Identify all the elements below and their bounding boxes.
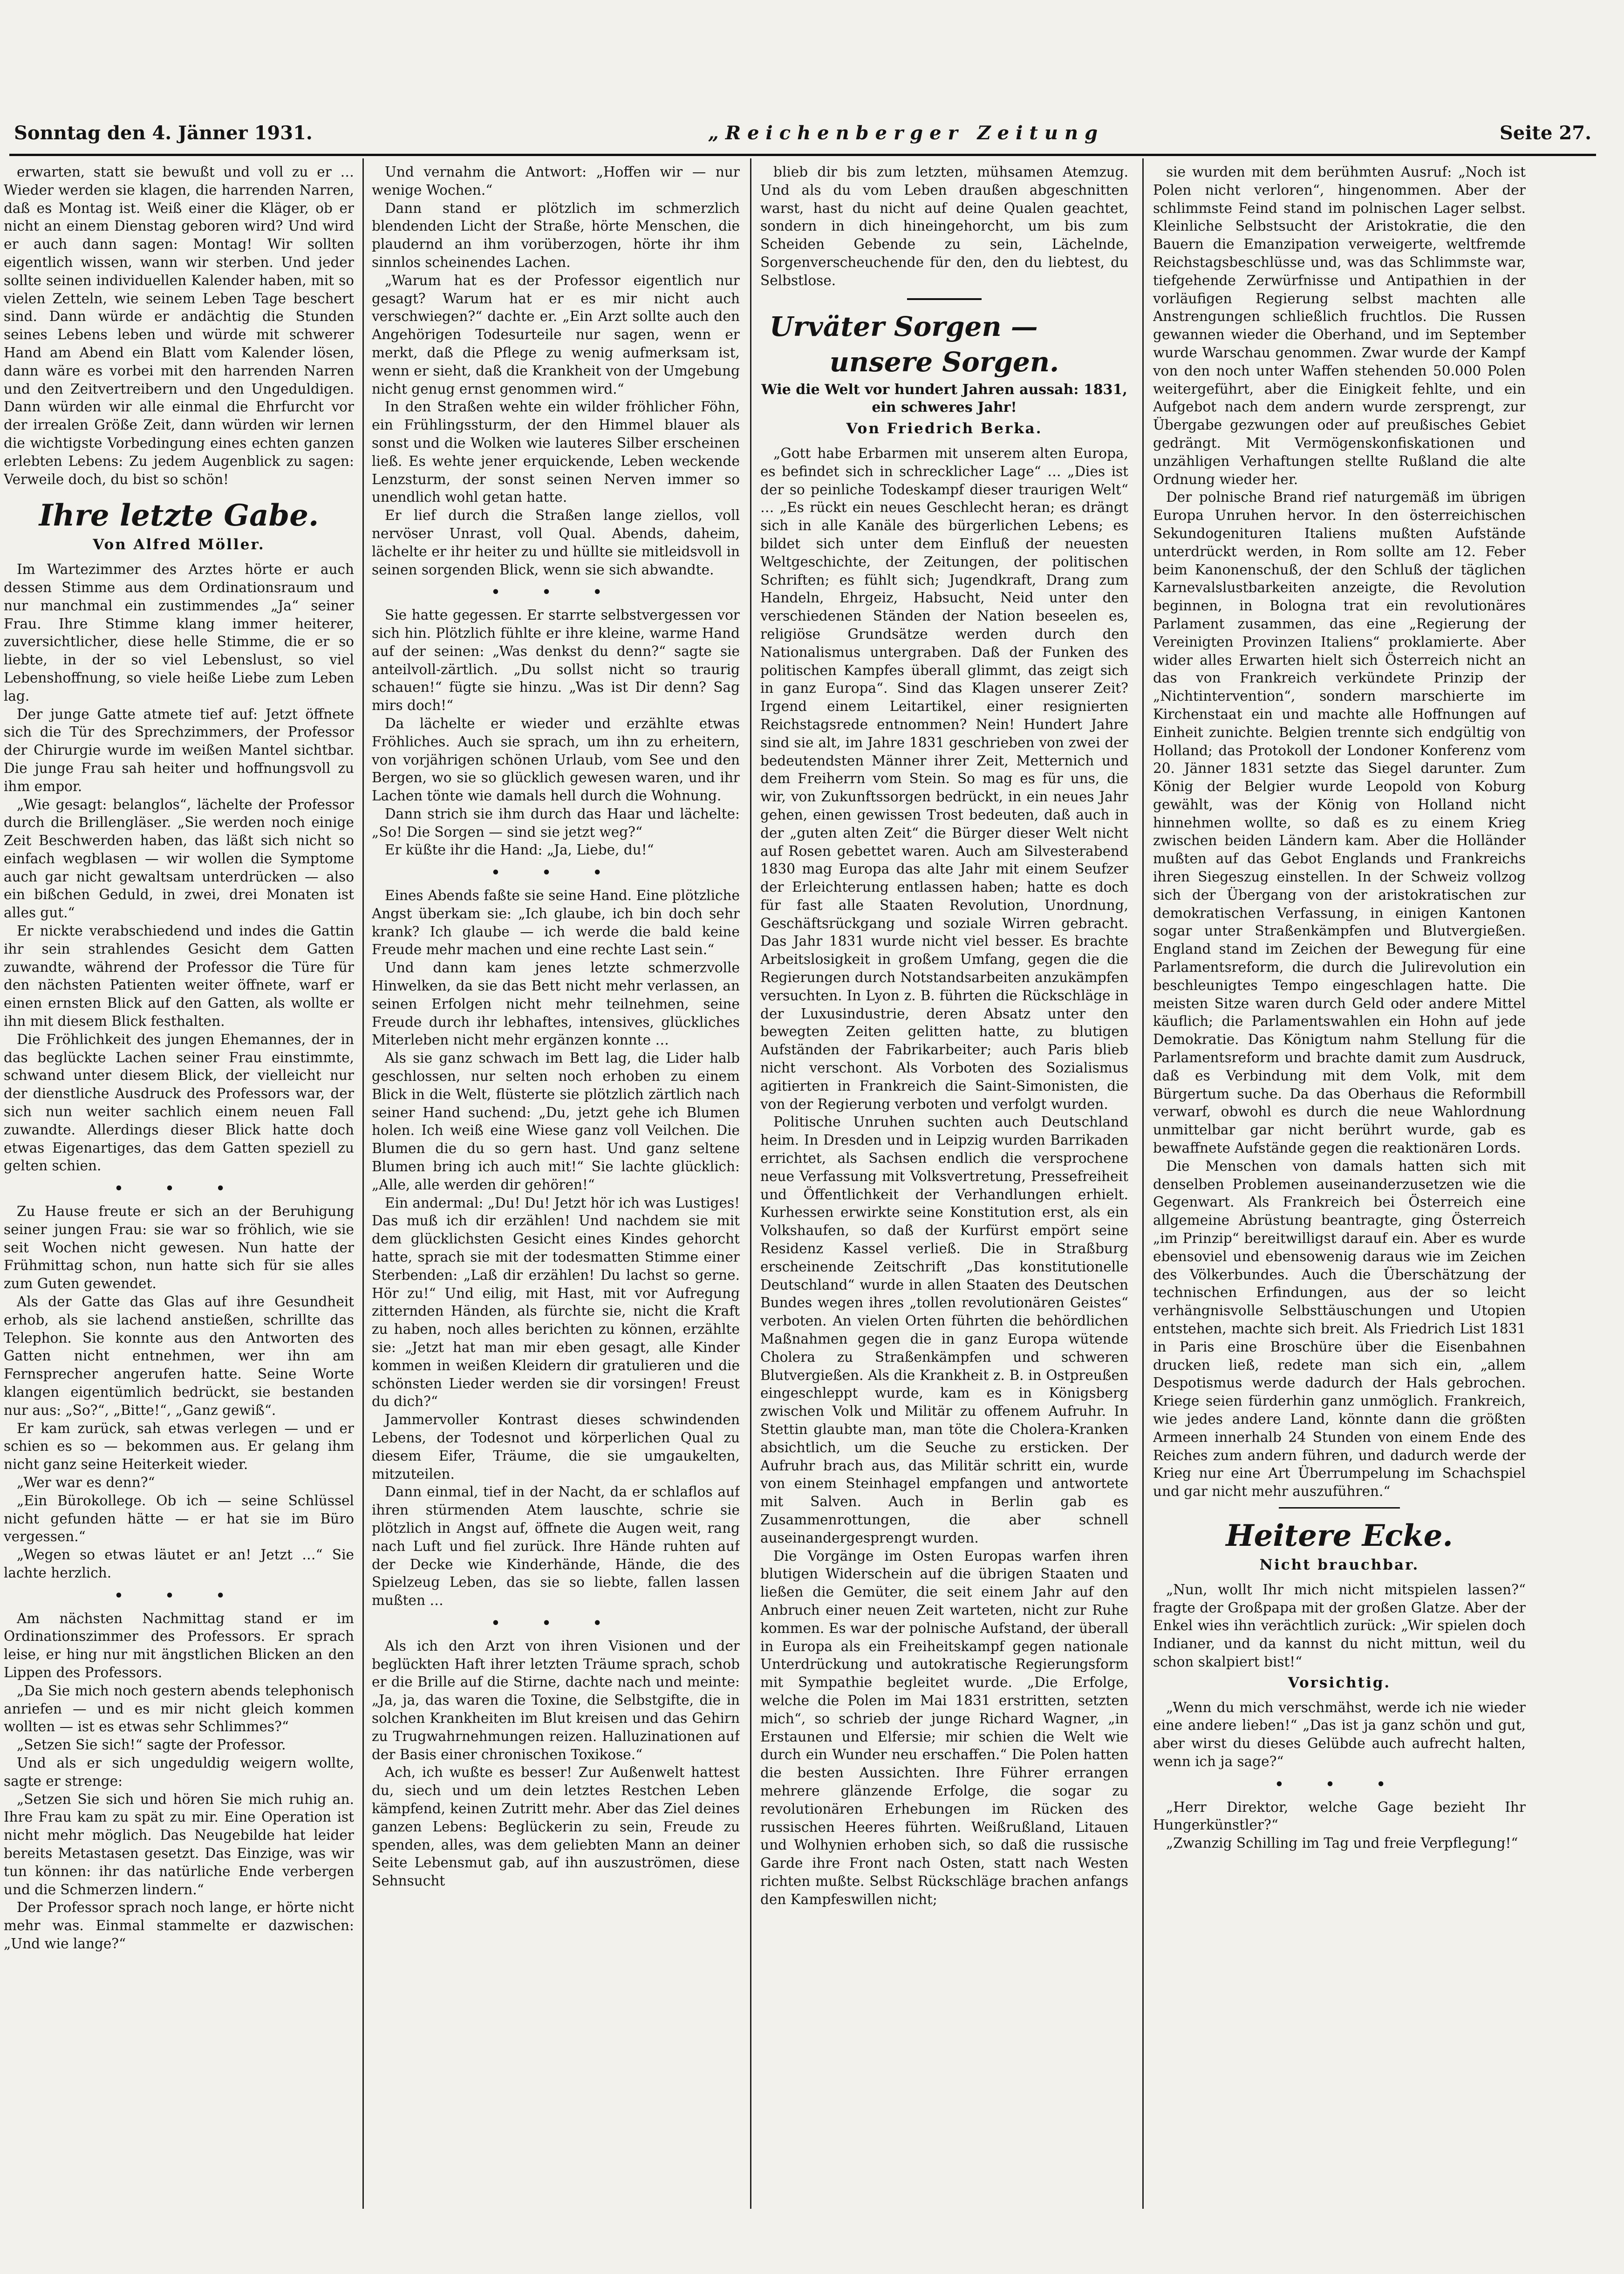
header-rule	[9, 154, 1596, 156]
section-rule	[907, 298, 982, 300]
paragraph: blieb dir bis zum letzten, mühsamen Atemzug. Und als du vom Leben draußen abgeschnitten warst, hast du nicht auf deine Qualen geachtet, sondern in dich hineingehorcht, um bis zum Scheiden Gebende zu sein, Lächelnde, Sorgenverscheuchende für den, den du liebtest, du Selbstlose.	[760, 164, 1128, 288]
column-4	[1153, 163, 1526, 2204]
paragraph: Politische Unruhen suchten auch Deutschland heim. In Dresden und in Leipzig wurden Barrikaden errichtet, als Sachsen endlich die versprochene neue Verfassung mit Volksvertretung, Pressefreiheit und Öffentlichkeit der Verhandlungen erhielt. Kurhessen erwirkte seine Konstitution erst, als ein Volkshaufen, so daß der Kurfürst empört seine Residenz Kassel verließ. Die in Straßburg erscheinende Zeitschrift „Das konstitutionelle Deutschland“ wurde in allen Staaten des Deutschen Bundes wegen ihres „tollen revolutionären Geistes“ verboten. An vielen Orten führten die behördlichen Maßnahmen gegen die in ganz Europa wütende Cholera zu Straßenkämpfen und schweren Blutvergießen. Als die Krankheit z. B. in Ostpreußen eingeschleppt wurde, kam es in Königsberg zwischen Volk und Militär zu offenem Aufruhr. In Stettin glaubte man, man töte die Cholera-Kranken absichtlich, um die Seuche zu ersticken. Der Aufruhr brach aus, das Militär schritt ein, wurde von einem Steinhagel empfangen und antwortete mit Salven. Auch in Berlin gab es Zusammenrottungen, die aber schnell auseinandergesprengt wurden.	[760, 1114, 1128, 1546]
paragraph: Dann stand er plötzlich im schmerzlich blendenden Licht der Straße, hörte Menschen, die plaudernd an ihm vorüberzogen, hörte ihr ihm sinnlos scheinendes Lachen.	[372, 200, 740, 270]
paragraph: Dann strich sie ihm durch das Haar und lächelte: „So! Die Sorgen — sind sie jetzt weg?“	[372, 806, 740, 840]
paragraph: Die Vorgänge im Osten Europas warfen ihren blutigen Widerschein auf die übrigen Staaten und ließen die Gemüter, die seit einem Jahr auf den Anbruch einer neuen Zeit warteten, nicht zur Ruhe kommen. Es war der polnische Aufstand, der überall in Europa als ein Freiheitskampf gegen nationale Unterdrückung und autokratische Regierungsform mit Sympathie begleitet wurde. „Die Erfolge, welche die Polen im Mai 1831 erstritten, setzten mich“, so schrieb der junge Richard Wagner, „in Erstaunen und Elfersie; mir schien die Welt wie durch ein Wunder neu erschaffen.“ Die Polen hatten die besten Aussichten. Ihre Führer errangen mehrere glänzende Erfolge, die sogar zu revolutionären Erhebungen im Rücken des russischen Heeres führten. Weißrußland, Litauen und Wolhynien erhoben sich, so daß die russische Garde ihre Front nach Osten, statt nach Westen richten mußte. Selbst Rückschläge brachen anfangs den Kampfeswillen nicht;	[760, 1548, 1128, 1907]
section-dots: • • •	[114, 1180, 244, 1197]
column-2	[372, 163, 740, 2204]
paragraph: Und dann kam jenes letzte schmerzvolle Hinwelken, da sie das Bett nicht mehr verlassen, an seinen Erfolgen nicht mehr teilnehmen, seine Freude durch ihr lebhaftes, intensives, glückliches Miterleben nicht mehr ergänzen konnte …	[372, 960, 740, 1048]
section-dots: • • •	[491, 864, 621, 881]
page-header	[14, 114, 1591, 151]
paragraph: „Herr Direktor, welche Gage bezieht Ihr Hungerkünstler?“	[1153, 1799, 1526, 1833]
paragraph: Der polnische Brand rief naturgemäß im übrigen Europa Unruhen hervor. In den österreichischen Sekundogenituren Italiens mußten Aufstände unterdrückt werden, in Rom sollte am 12. Feber beim Kanonenschuß, der den Schluß der täglichen Karnevalslustbarkeiten anzeigte, die Revolution beginnen, in Bologna trat ein revolutionäres Parlament zusammen, das eine „Regierung der Vereinigten Provinzen Italiens“ proklamierte. Aber wider alles Erwarten hielt sich Österreich nicht an das von Frankreich verkündete Prinzip der „Nichtintervention“, sondern marschierte im Kirchenstaat ein und machte alle Hoffnungen auf Einheit zunichte. Belgien trennte sich endgültig von Holland; das Protokoll der Londoner Konferenz vom 20. Jänner 1831 setzte das Siegel darunter. Zum König der Belgier wurde Leopold von Koburg gewählt, was der König von Holland nicht hinnehmen wollte, so daß es zu einem Krieg zwischen beiden Ländern kam. Aber die Holländer mußten auf das Gebot Englands und Frankreichs ihren Siegeszug einstellen. In der Schweiz vollzog sich der Übergang von der aristokratischen zur demokratischen Verfassung, in einigen Kantonen sogar unter Straßenkämpfen und Blutvergießen. England stand im Zeichen der Bewegung für eine Parlamentsreform, die durch die Julirevolution ein beschleunigtes Tempo eingeschlagen hatte. Die meisten Sitze waren durch Geld oder andere Mittel käuflich; die Parlamentswahlen ein Hohn auf jede Demokratie. Das Königtum nahm Stellung für die Parlamentsreform und brachte damit zum Ausdruck, daß es Verbindung mit dem Volk, mit dem Bürgertum suche. Da das Oberhaus die Reformbill verwarf, obwohl es durch die neue Wahlordnung unmittelbar gar nicht berührt wurde, gab es bewaffnete Aufstände gegen die reaktionären Lords.	[1153, 489, 1526, 1156]
paragraph: Als der Gatte das Glas auf ihre Gesundheit erhob, als sie lachend anstießen, schrillte das Telephon. Sie konnte aus den Antworten des Gatten nicht entnehmen, wer ihn am Fernsprecher angerufen hatte. Seine Worte klangen eigentümlich bedrückt, sie bestanden nur aus: „So?“, „Bitte!“, „Ganz gewiß“.	[4, 1294, 354, 1418]
column-3	[760, 163, 1128, 2204]
paragraph: Da lächelte er wieder und erzählte etwas Fröhliches. Auch sie sprach, um ihn zu erheitern, von vorjährigen schönen Urlaub, vom See und den Bergen, wo sie so glücklich gewesen waren, und ihr Lachen tönte wie damals hell durch die Wohnung.	[372, 715, 740, 804]
article-subtitle: Wie die Welt vor hundert Jahren aussah: 1831, ein schweres Jahr!	[761, 381, 1127, 416]
story-title: Ihre letzte Gabe.	[39, 498, 319, 533]
paragraph: Ein andermal: „Du! Du! Jetzt hör ich was Lustiges! Das muß ich dir erzählen! Und nachdem sie mit dem glücklichsten Gesicht eines Kindes gehorcht hatte, sprach sie mit der todesmatten Stimme einer Sterbenden: „Laß dir erzählen! Du lachst so gerne. Hör zu!“ Und eilig, mit Hast, mit vor Aufregung zitternden Händen, als fürchte sie, nicht die Kraft zu haben, noch alles berichten zu können, erzählte sie: „Jetzt hat man mir eben gesagt, alle Kinder kommen in weißen Kleidern dir gratulieren und die schönsten Lieder werden sie dir vorsingen! Freust du dich?“	[372, 1195, 740, 1410]
paragraph: Als sie ganz schwach im Bett lag, die Lider halb geschlossen, nur selten noch erhoben zu einem Blick in die Welt, flüsterte sie plötzlich zärtlich nach seiner Hand suchend: „Du, jetzt gehe ich Blumen holen. Ich weiß eine Wiese ganz voll Veilchen. Die Blumen die du so gern hast. Und ganz seltene Blumen bring ich auch mit!“ Sie lachte glücklich: „Alle, alle werden dir gehören!“	[372, 1050, 740, 1193]
paragraph: „Warum hat es der Professor eigentlich nur gesagt? Warum hat er es mir nicht auch verschwiegen?“ dachte er. „Ein Arzt sollte auch den Angehörigen Todesurteile nur sagen, wenn er merkt, daß die Pflege zu wenig aufmerksam ist, wenn er sieht, daß die Krankheit von der Umgebung nicht genug ernst genommen wird.“	[372, 272, 740, 397]
paragraph: „Wer war es denn?“	[17, 1474, 155, 1490]
paragraph: Der junge Gatte atmete tief auf: Jetzt öffnete sich die Tür des Sprechzimmers, der Professor der Chirurgie wurde im weißen Mantel sichtbar. Die junge Frau sah heiter und hoffnungsvoll zu ihm empor.	[4, 706, 354, 794]
paragraph: sie wurden mit dem berühmten Ausruf: „Noch ist Polen nicht verloren“, hingenommen. Aber der schlimmste Feind stand im polnischen Lager selbst. Kleinliche Selbstsucht der Aristokratie, die den Bauern die Emanzipation verweigerte, weltfremde Reichstagsbeschlüsse und, was das Schlimmste war, tiefgehende Zerwürfnisse und Antipathien in der vorläufigen Regierung selbst machten alle Anstrengungen schließlich fruchtlos. Die Russen gewannen wieder die Oberhand, und im September wurde Warschau genommen. Zwar wurde der Kampf von den noch unter Waffen stehenden 50.000 Polen weitergeführt, aber die Einigkeit fehlte, und ein Aufgebot nach dem andern wurde zersprengt, zur Übergabe gezwungen oder auf preußisches Gebiet gedrängt. Mit Vermögenskonfiskationen und unzähligen Verhaftungen stellte Rußland die alte Ordnung wieder her.	[1153, 164, 1526, 487]
paragraph: „Wegen so etwas läutet er an! Jetzt …“ Sie lachte herzlich.	[4, 1547, 354, 1581]
paragraph: Im Wartezimmer des Arztes hörte er auch dessen Stimme aus dem Ordinationsraum und nur manchmal ein zustimmendes „Ja“ seiner Frau. Ihre Stimme klang immer heiterer, zuversichtlicher, diese helle Stimme, die er so liebte, in der so viel Lebenslust, so viel Lebenshoffnung, so viele heiße Liebe zum Leben lag.	[4, 561, 354, 704]
newspaper-title: „Reichenberger Zeitung	[708, 122, 1105, 144]
story-byline: Von Alfred Möller.	[93, 536, 265, 553]
paragraph: Am nächsten Nachmittag stand er im Ordinationszimmer des Professors. Er sprach leise, er hing nur mit ängstlichen Blicken an den Lippen des Professors.	[4, 1610, 354, 1680]
column-divider	[362, 158, 364, 2209]
paragraph: Jammervoller Kontrast dieses schwindenden Lebens, der Todesnot und körperlichen Qual zu diesem Eifer, Träume, die sie umgaukelten, mitzuteilen.	[372, 1412, 740, 1482]
paragraph: Die Fröhlichkeit des jungen Ehemannes, der in das beglückte Lachen seiner Frau einstimmte, schwand unter diesem Blick, der vielleicht nur der dienstliche Ausdruck des Professors war, der sich nun weiter sachlich einem neuen Fall zuwandte. Allerdings dieser Blick hatte doch etwas Eigenartiges, das dem Gatten speziell zu gelten schien.	[4, 1031, 354, 1174]
paragraph: „Setzen Sie sich und hören Sie mich ruhig an. Ihre Frau kam zu spät zu mir. Eine Operation ist nicht mehr möglich. Das Neugebilde hat leider bereits Metastasen gesetzt. Das Einzige, was wir tun können: ihr das natürliche Ende verbergen und die Schmerzen lindern.“	[4, 1791, 354, 1898]
column-divider	[750, 158, 751, 2209]
header-date: Sonntag den 4. Jänner 1931.	[14, 122, 313, 144]
paragraph: erwarten, statt sie bewußt und voll zu er … Wieder werden sie klagen, die harrenden Narren, daß es Montag ist. Weiß einer die Kläger, ob er nicht an einem Dienstag geboren wird? Und wird er auch dann sagen: Montag! Wir sollten eigentlich wissen, wann wir sterben. Und jeder sollte seinen individuellen Kalender haben, mit so vielen Zetteln, wie seinem Leben Tage beschert sind. Dann würde er andächtig die Stunden seines Lebens leben und würde mit schwerer Hand am Abend ein Blatt vom Kalender lösen, dann wäre es vorbei mit den harrenden Narren und den Zeitvertreibern und den Ungeduldigen. Dann würden wir alle einmal die Ehrfurcht vor der irrealen Größe Zeit, dann würden wir lernen die wichtigste Vorbedingung eines echten ganzen erlebten Lebens: Zu jedem Augenblick zu sagen: Verweile doch, du bist so schön!	[4, 164, 354, 487]
joke-title: Nicht brauchbar.	[1259, 1556, 1419, 1573]
paragraph: Eines Abends faßte sie seine Hand. Eine plötzliche Angst überkam sie: „Ich glaube, ich bin doch sehr krank? Ich glaube — ich werde die bald keine Freude mehr machen und eine rechte Last sein.“	[372, 888, 740, 958]
section-rule	[1279, 1507, 1400, 1509]
paragraph: Er nickte verabschiedend und indes die Gattin ihr sein strahlendes Gesicht dem Gatten zuwandte, während der Professor die Türe für den nächsten Patienten weiter öffnete, warf er einen ernsten Blick auf den Gatten, als wollte er ihn mit diesem Blick festhalten.	[4, 923, 354, 1030]
paragraph: Dann einmal, tief in der Nacht, da er schlaflos auf ihren stürmenden Atem lauschte, schrie sie plötzlich in Angst auf, öffnete die Augen weit, rang nach Luft und fiel zurück. Ihre Hände ruhten auf der Decke wie Kinderhände, Hände, die des Spielzeug Leben, das sie so liebte, fallen lassen mußten …	[372, 1484, 740, 1609]
paragraph: „Nun, wollt Ihr mich nicht mitspielen lassen?“ fragte der Großpapa mit der großen Glatze. Aber der Enkel wies ihn verächtlich zurück: „Wir spielen doch Indianer, und da kannst du nicht mittun, weil du schon skalpiert bist!“	[1153, 1581, 1526, 1670]
paragraph: Ach, ich wußte es besser! Zur Außenwelt hattest du, siech und um dein letztes Restchen Leben kämpfend, keinen Zutritt mehr. Aber das Ziel deines ganzen Lebens: Beglückerin zu sein, Freude zu spenden, alles, was dem geliebten Mann an deiner Seite Lebensmut gab, auf ihn auszuströmen, diese Sehnsucht	[372, 1764, 740, 1889]
paragraph: Der Professor sprach noch lange, er hörte nicht mehr was. Einmal stammelte er dazwischen: „Und wie lange?“	[4, 1899, 354, 1952]
paragraph: Als ich den Arzt von ihren Visionen und der beglückten Haft ihrer letzten Träume sprach, schob er die Brille auf die Stirne, dachte nach und meinte: „Ja, ja, das waren die Toxine, die Selbstgifte, die in solchen Krankheiten im Blut kreisen und das Gehirn zu Trugwahrnehmungen reizen. Halluzinationen auf der Basis einer chronischen Toxikose.“	[372, 1638, 740, 1762]
section-dots: • • •	[491, 584, 621, 601]
section-dots: • • •	[1275, 1775, 1404, 1792]
paragraph: Er küßte ihr die Hand: „Ja, Liebe, du!“	[385, 842, 654, 858]
joke-title: Vorsichtig.	[1288, 1674, 1391, 1691]
paragraph: Sie hatte gegessen. Er starrte selbstvergessen vor sich hin. Plötzlich fühlte er ihre kleine, warme Hand auf der seinen: „Was denkst du denn?“ sagte sie anteilvoll-zärtlich. „Du sollst nicht so traurig schauen!“ fügte sie hinzu. „Was ist Dir denn? Sag mirs doch!“	[372, 607, 740, 714]
paragraph: „Da Sie mich noch gestern abends telephonisch anriefen — und es mir nicht gleich kommen wollten — ist es etwas sehr Schlimmes?“	[4, 1682, 354, 1735]
article-title-line-2: unsere Sorgen.	[829, 346, 1059, 378]
paragraph: „Wie gesagt: belanglos“, lächelte der Professor durch die Brillengläser. „Sie werden noch einige Zeit Beschwerden haben, das läßt sich nicht so einfach wegblasen — wir wollen die Symptome auch gar nicht gewaltsam unterdrücken — also ein bißchen Geduld, in zwei, drei Monaten ist alles gut.“	[4, 796, 354, 921]
article-byline: Von Friedrich Berka.	[846, 420, 1043, 437]
paragraph: „Zwanzig Schilling im Tag und freie Verpflegung!“	[1166, 1835, 1518, 1851]
paragraph: „Setzen Sie sich!“ sagte der Professor.	[17, 1737, 286, 1753]
article-title-line-1: Urväter Sorgen —	[770, 310, 1038, 342]
paragraph: „Gott habe Erbarmen mit unserem alten Europa, es befindet sich in schrecklicher Lage“ … „Dies ist der so peinliche Todeskampf dieser traurigen Welt“ … „Es rückt ein neues Geschlecht heran; es drängt sich in alle Kanäle des bürgerlichen Lebens; es bildet sich unter dem Einfluß der neuesten Weltgeschichte, der Zeitungen, der politischen Schriften; es fühlt sich; Jugendkraft, Drang zum Handeln, Ehrgeiz, Habsucht, Neid unter den verschiedenen Ständen der Nation beseelen es, religiöse Grundsätze werden durch den Nationalismus untergraben. Daß der Funken des politischen Kampfes überall glimmt, das zeigt sich in ganz Europa“. Sind das Klagen unserer Zeit? Irgend einem Leitartikel, einer resignierten Reichstagsrede entnommen? Nein! Hundert Jahre sind sie alt, im Jahre 1831 geschrieben von zwei der bedeutendsten Männer ihrer Zeit, Metternich und dem Freiherrn vom Stein. So mag es für uns, die wir, von Zukunftssorgen bedrückt, in ein neues Jahr gehen, einen gewissen Trost bedeuten, daß auch in der „guten alten Zeit“ die Bürger dieser Welt nicht auf Rosen gebettet waren. Auch am Silvesterabend 1830 mag Europa das alte Jahr mit einem Seufzer der Erleichterung entlassen haben; hatte es doch für fast alle Staaten Revolution, Unordnung, Geschäftsrückgang und soziale Wirren gebracht. Das Jahr 1831 wurde nicht viel besser. Es brachte Arbeitslosigkeit in großem Umfang, gegen die die Regierungen durch Notstandsarbeiten anzukämpfen versuchten. In Lyon z. B. führten die Rückschläge in der Luxusindustrie, deren Absatz unter den bewegten Zeiten gelitten hatte, zu blutigen Aufständen der Fabrikarbeiter; auch Paris blieb nicht verschont. Als Vorboten des Sozialismus agitierten in Frankreich die Saint-Simonisten, die von der Regierung verboten und verfolgt wurden.	[760, 445, 1128, 1112]
paragraph: „Ein Bürokollege. Ob ich — seine Schlüssel nicht gefunden hätte — er hat sie im Büro vergessen.“	[4, 1492, 354, 1545]
paragraph: Zu Hause freute er sich an der Beruhigung seiner jungen Frau: sie war so fröhlich, wie sie seit Wochen nicht gewesen. Nun hatte der Frühmittag schon, nun hatte sich für sie alles zum Guten gewendet.	[4, 1203, 354, 1292]
paragraph: Und vernahm die Antwort: „Hoffen wir — nur wenige Wochen.“	[372, 164, 740, 198]
page-number: Seite 27.	[1500, 122, 1591, 144]
paragraph: Und als er sich ungeduldig weigern wollte, sagte er strenge:	[4, 1755, 354, 1789]
section-dots: • • •	[491, 1614, 621, 1631]
column-1	[4, 163, 354, 2204]
column-divider	[1142, 158, 1144, 2209]
humor-section-title: Heitere Ecke.	[1226, 1518, 1453, 1553]
paragraph: Er kam zurück, sah etwas verlegen — und er schien es so — bekommen aus. Er gelang ihm nicht ganz seine Heiterkeit wieder.	[4, 1420, 354, 1473]
paragraph: In den Straßen wehte ein wilder fröhlicher Föhn, ein Frühlingssturm, der den Himmel blauer als sonst und die Wolken wie lauteres Silber erscheinen ließ. Es wehte jener erquickende, Leben weckende Lenzsturm, der sonst seinen Nerven immer so unendlich wohl getan hatte.	[372, 399, 740, 505]
paragraph: „Wenn du mich verschmähst, werde ich nie wieder eine andere lieben!“ „Das ist ja ganz schön und gut, aber wirst du dieses Gelübde auch aufrecht halten, wenn ich ja sage?“	[1153, 1699, 1526, 1769]
paragraph: Die Menschen von damals hatten sich mit denselben Problemen auseinanderzusetzen wie die Gegenwart. Als Frankreich bei Österreich eine allgemeine Abrüstung beantragte, ging Österreich „im Prinzip“ bereitwilligst darauf ein. Aber es wurde ebensoviel und ebensowenig daraus wie im Zeichen des Völkerbundes. Auch die Überschätzung der technischen Erfindungen, aus der so leicht verhängnisvolle Selbsttäuschungen und Utopien entstehen, machte sich breit. Als Friedrich List 1831 in Paris eine Broschüre über die Eisenbahnen drucken ließ, redete man sich ein, „allem Despotismus werde dadurch der Hals gebrochen. Kriege seien fürderhin ganz unmöglich. Frankreich, wie jedes andere Land, könnte dann die größten Armeen innerhalb 24 Stunden von einem Ende des Reiches zum andern führen, und dadurch werde der Krieg nur eine Art Überrumpelung im Schachspiel und gar nicht mehr auszuführen.“	[1153, 1158, 1526, 1500]
paragraph: Er lief durch die Straßen lange ziellos, voll nervöser Unrast, voll Qual. Abends, daheim, lächelte er ihr heiter zu und hüllte sie mitleidsvoll in seinen sorgenden Blick, wenn sie sich abwandte.	[372, 507, 740, 578]
section-dots: • • •	[114, 1587, 244, 1604]
